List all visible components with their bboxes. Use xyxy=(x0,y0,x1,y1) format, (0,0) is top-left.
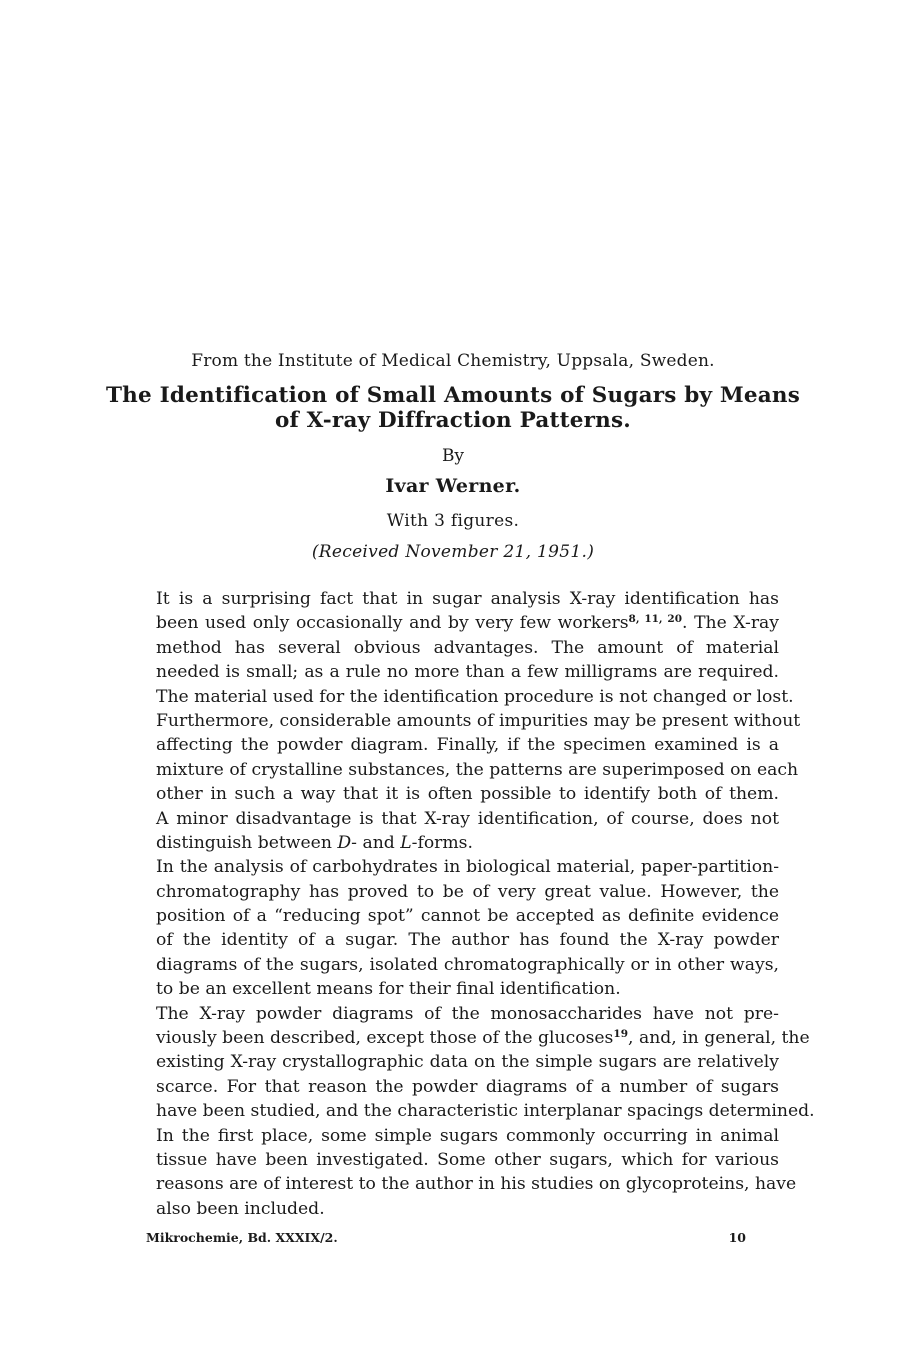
text-line: needed is small; as a rule no more than a few milligrams are required. xyxy=(156,662,779,683)
text-line: also been included. xyxy=(156,1198,325,1219)
affiliation: From the Institute of Medical Chemistry, Uppsala, Sweden. xyxy=(191,351,715,371)
text-line: viously been described, except those of the glucoses$^{19}$, and, in general, the xyxy=(156,1028,810,1049)
text-line: scarce. For that reason the powder diagrams of a number of sugars xyxy=(156,1076,779,1097)
text-line: In the analysis of carbohydrates in biological material, paper-partition- xyxy=(156,857,779,878)
text-line: diagrams of the sugars, isolated chromatographically or in other ways, xyxy=(156,954,779,975)
paragraph-1 xyxy=(125,587,801,855)
text-line: have been studied, and the characteristic interplanar spacings determined. xyxy=(156,1101,815,1122)
journal-reference: Mikrochemie, Bd. XXXIX/2. xyxy=(146,1230,338,1245)
article-body xyxy=(125,587,815,1221)
text-line: method has several obvious advantages. The amount of material xyxy=(156,637,779,658)
citation-superscript: 19 xyxy=(613,1028,629,1041)
text-line: chromatography has proved to be of very great value. However, the xyxy=(156,881,779,902)
text-line: position of a “reducing spot” cannot be accepted as definite evidence xyxy=(156,906,779,927)
text-line: In the first place, some simple sugars commonly occurring in animal xyxy=(156,1125,779,1146)
text-line: existing X-ray crystallographic data on the simple sugars are relatively xyxy=(156,1052,779,1073)
text-line: The X-ray powder diagrams of the monosaccharides have not pre- xyxy=(156,1003,779,1024)
text-line: mixture of crystalline substances, the patterns are superimposed on each xyxy=(156,759,799,780)
text-line: affecting the powder diagram. Finally, if the specimen examined is a xyxy=(156,735,779,756)
by-line: By xyxy=(441,446,465,466)
figures-note: With 3 figures. xyxy=(386,511,520,531)
text-line: reasons are of interest to the author in his studies on glycoproteins, have xyxy=(156,1174,797,1195)
paragraph-2 xyxy=(125,855,779,1001)
text-line: distinguish between D- and L-forms. xyxy=(156,832,473,853)
text-line: of the identity of a sugar. The author has found the X-ray powder xyxy=(156,930,779,951)
title-line-1: The Identification of Small Amounts of Sugars by Means xyxy=(105,383,800,408)
text-line: A minor disadvantage is that X-ray identification, of course, does not xyxy=(156,808,779,829)
text-line: Furthermore, considerable amounts of impurities may be present without xyxy=(156,710,801,731)
title-line-2: of X-ray Diffraction Patterns. xyxy=(275,408,631,433)
italic-letter: L xyxy=(400,832,412,853)
text-line: It is a surprising fact that in sugar analysis X-ray identification has xyxy=(156,589,779,609)
text-line: to be an excellent means for their final identification. xyxy=(156,979,621,1000)
paper-title xyxy=(100,383,806,433)
author-name: Ivar Werner. xyxy=(385,475,521,497)
page-number: 10 xyxy=(728,1230,746,1245)
text-line: other in such a way that it is often possible to identify both of them. xyxy=(156,784,779,805)
received-date: (Received November 21, 1951.) xyxy=(311,542,595,562)
text-line: been used only occasionally and by very few workers$^{8, 11, 20}$. The X-ray xyxy=(156,613,780,634)
text-line: The material used for the identification procedure is not changed or lost. xyxy=(156,686,794,707)
italic-letter: D xyxy=(337,832,352,853)
text-line: tissue have been investigated. Some other sugars, which for various xyxy=(156,1149,779,1170)
paragraph-3 xyxy=(125,1002,815,1222)
citation-superscript: 8, 11, 20 xyxy=(628,613,683,626)
